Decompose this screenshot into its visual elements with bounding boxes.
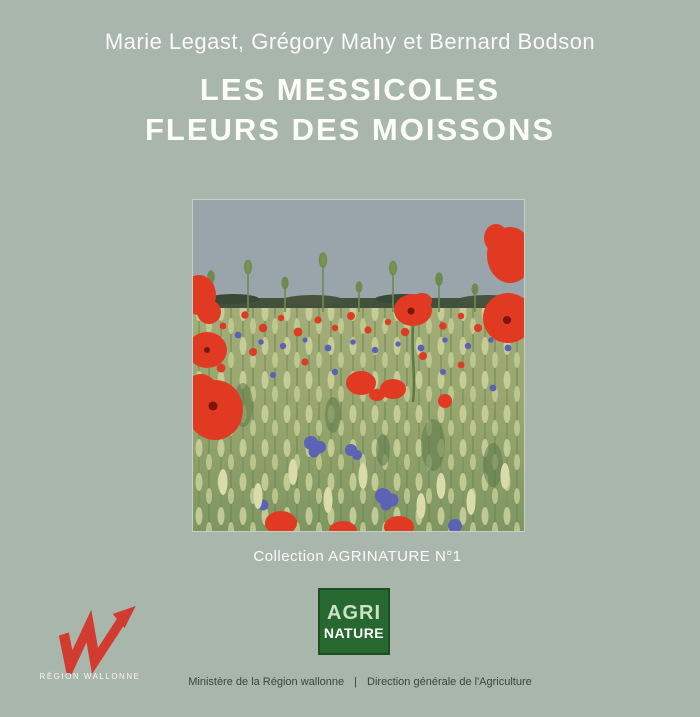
field-photo-illustration <box>193 200 524 531</box>
authors-line: Marie Legast, Grégory Mahy et Bernard Bodson <box>104 29 596 54</box>
w-arrow-icon <box>52 604 142 674</box>
agrinature-logo-line1: AGRI <box>327 602 381 624</box>
agrinature-logo <box>318 588 390 655</box>
title-line-1: LES MESSICOLES <box>199 72 501 107</box>
collection-caption: Collection AGRINATURE N°1 <box>253 548 462 565</box>
publisher-separator: | <box>354 676 358 688</box>
region-wallonne-caption: RÉGION WALLONNE <box>39 672 141 681</box>
region-wallonne-logo <box>52 604 142 674</box>
cover-photo <box>192 199 525 532</box>
publisher-line <box>130 676 590 688</box>
title-line-2: FLEURS DES MOISSONS <box>144 112 556 147</box>
publisher-direction: Direction générale de l'Agriculture <box>367 676 532 688</box>
publisher-ministry: Ministère de la Région wallonne <box>188 676 345 688</box>
agrinature-logo-line2: NATURE <box>323 625 385 641</box>
